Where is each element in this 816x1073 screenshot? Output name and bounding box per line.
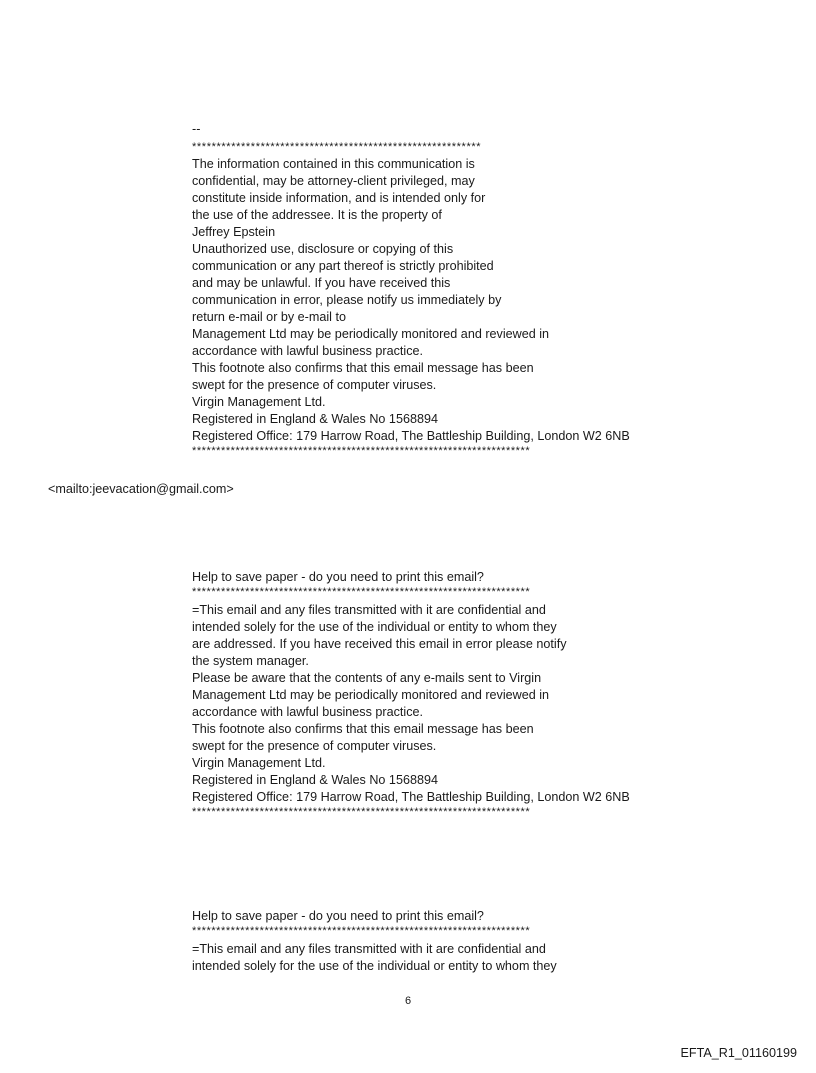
disclaimer-line: accordance with lawful business practice. — [192, 705, 423, 719]
disclaimer-line: communication or any part thereof is strictly prohibited — [192, 259, 494, 273]
disclaimer-line: the use of the addressee. It is the property of — [192, 208, 442, 222]
disclaimer-line: return e-mail or by e-mail to — [192, 310, 346, 324]
disclaimer-block-2 — [192, 569, 752, 818]
disclaimer-line: accordance with lawful business practice. — [192, 344, 423, 358]
disclaimer-line: Virgin Management Ltd. — [192, 756, 326, 770]
print-reminder: Help to save paper - do you need to print this email? — [192, 909, 484, 923]
separator-dashes: -- — [192, 122, 201, 136]
asterisk-divider-bottom: ********************************************************************** — [192, 806, 531, 818]
disclaimer-line: communication in error, please notify us immediately by — [192, 293, 502, 307]
disclaimer-line: are addressed. If you have received this email in error please notify — [192, 637, 567, 651]
disclaimer-line: =This email and any files transmitted with it are confidential and — [192, 942, 546, 956]
disclaimer-line: Registered Office: 179 Harrow Road, The Battleship Building, London W2 6NB — [192, 790, 630, 804]
mailto-link[interactable]: <mailto:jeevacation@gmail.com> — [48, 482, 234, 496]
asterisk-divider-bottom: ********************************************************************** — [192, 445, 531, 457]
document-id: EFTA_R1_01160199 — [680, 1046, 797, 1060]
asterisk-divider-top: ********************************************************************** — [192, 925, 531, 937]
disclaimer-line: Management Ltd may be periodically monitored and reviewed in — [192, 327, 550, 341]
disclaimer-line: Registered Office: 179 Harrow Road, The Battleship Building, London W2 6NB — [192, 429, 630, 443]
page-number: 6 — [404, 995, 412, 1007]
disclaimer-line: Registered in England & Wales No 1568894 — [192, 412, 438, 426]
disclaimer-line: intended solely for the use of the individual or entity to whom they — [192, 959, 557, 973]
disclaimer-line: Registered in England & Wales No 1568894 — [192, 773, 438, 787]
disclaimer-block-3 — [192, 908, 752, 975]
asterisk-divider-top: ********************************************************************** — [192, 586, 531, 598]
disclaimer-line: Management Ltd may be periodically monitored and reviewed in — [192, 688, 550, 702]
disclaimer-line: Unauthorized use, disclosure or copying of this — [192, 242, 454, 256]
disclaimer-line: swept for the presence of computer viruses. — [192, 739, 437, 753]
disclaimer-line: swept for the presence of computer viruses. — [192, 378, 437, 392]
disclaimer-line: Please be aware that the contents of any e-mails sent to Virgin — [192, 671, 542, 685]
disclaimer-line: and may be unlawful. If you have received this — [192, 276, 451, 290]
disclaimer-line: confidential, may be attorney-client privileged, may — [192, 174, 475, 188]
disclaimer-line: The information contained in this communication is — [192, 157, 475, 171]
disclaimer-block-1 — [192, 121, 752, 457]
asterisk-divider-top: *********************************************************** — [192, 141, 482, 153]
disclaimer-line: the system manager. — [192, 654, 309, 668]
disclaimer-line: Virgin Management Ltd. — [192, 395, 326, 409]
disclaimer-line: This footnote also confirms that this email message has been — [192, 361, 534, 375]
print-reminder: Help to save paper - do you need to print this email? — [192, 570, 484, 584]
disclaimer-line: constitute inside information, and is intended only for — [192, 191, 486, 205]
disclaimer-line: This footnote also confirms that this email message has been — [192, 722, 534, 736]
disclaimer-line: Jeffrey Epstein — [192, 225, 276, 239]
disclaimer-line: intended solely for the use of the individual or entity to whom they — [192, 620, 557, 634]
disclaimer-line: =This email and any files transmitted with it are confidential and — [192, 603, 546, 617]
